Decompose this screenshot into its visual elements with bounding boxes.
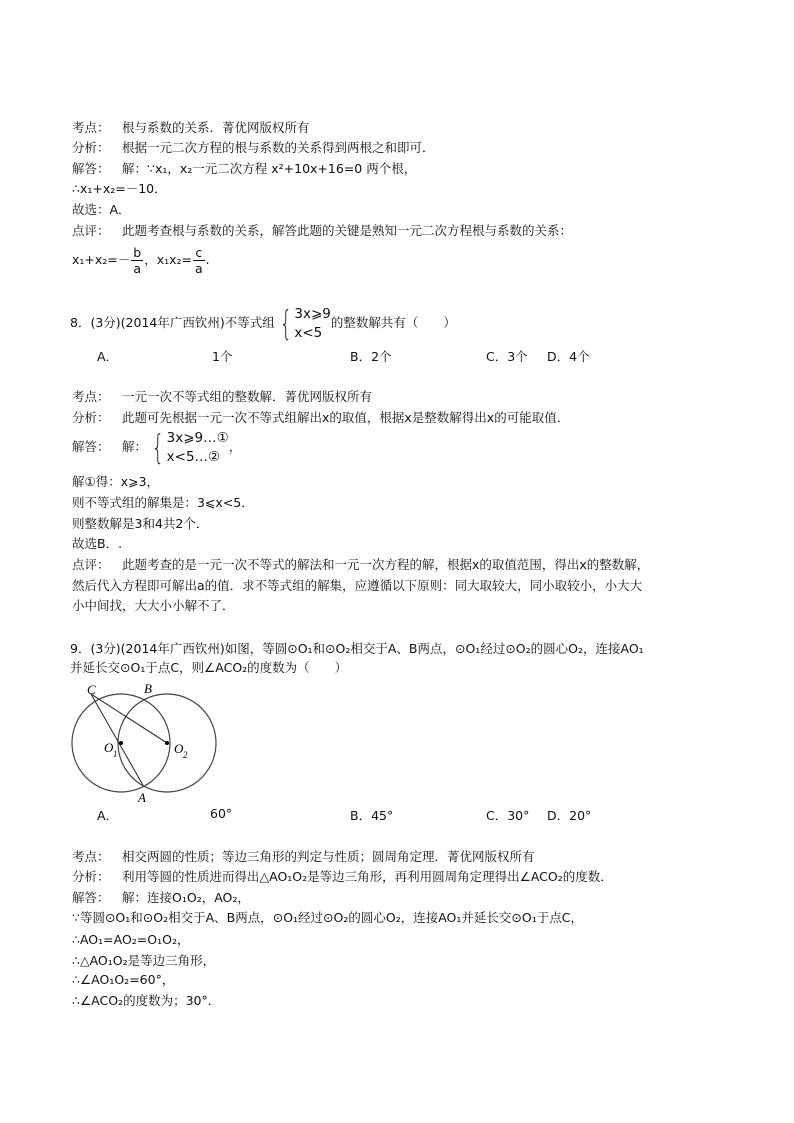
q9-option-d: D．20° [547,808,592,823]
segment-co2 [91,694,167,743]
q7-answer: 故选：A． [72,202,131,217]
q8-kaodian [72,388,372,406]
label: 解答： [72,161,110,176]
brace-icon: { [279,303,293,344]
label-c: C [87,682,96,697]
label-b: B [144,681,152,696]
q8-dianping-2: 然后代入方程即可解出a的值．求不等式组的解集，应遵循以下原则：同大取较大，同小取较小，小大大 [72,578,643,593]
stem-text: 的整数解共有（ ） [330,315,456,330]
label: 解答： [72,439,110,454]
q9-option-a: A． [97,808,119,823]
q9-step5: ∴∠ACO₂的度数为；30°． [72,993,221,1008]
text: 此题可先根据一元一次不等式组解出x的取值，根据x是整数解得出x的可能取值． [122,410,570,425]
label-o2-sub: 2 [183,750,188,760]
q7-step1: ∴x₁+x₂=－10． [72,181,167,196]
q8-fenxi [72,409,569,427]
q8-dianping [72,556,649,574]
denominator: a [133,261,142,276]
sys-row: 3x⩾9 [294,305,331,322]
text: 此题考查的是一元一次不等式的解法和一元一次方程的解，根据x的取值范围，得出x的整数解， [122,557,650,572]
label: 考点： [72,389,110,404]
q7-dianping [72,222,572,240]
q8-dianping-3: 小中间找，大大小小解不了． [72,598,235,613]
sys-row: x<5 [294,324,323,341]
text: 一元一次不等式组的整数解．菁优网版权所有 [122,389,373,404]
label: 点评： [72,223,110,238]
text: 相交两圆的性质；等边三角形的判定与性质；圆周角定理．菁优网版权所有 [122,849,535,864]
label-o1-sub: 1 [113,749,118,759]
q9-stem-2: 并延长交⊙O₁于点C，则∠ACO₂的度数为（ ） [70,660,348,675]
numerator: c [193,245,205,261]
label: 解答： [72,890,110,905]
brace-icon: { [151,427,165,468]
label-o1: O [104,740,114,755]
segment-ca [91,694,144,787]
q9-stem-1: 9．(3分)(2014年广西钦州)如图，等圆⊙O₁和⊙O₂相交于A、B两点，⊙O₁经过⊙O₂的圆心O₂，连接AO₁ [70,641,644,656]
q8-option-b: B．2个 [350,349,392,364]
formula-part: ，x₁x₂= [144,252,192,267]
label: 考点： [72,849,110,864]
point-o1 [119,741,123,745]
label-o2: O [174,741,184,756]
q7-formula [72,245,210,276]
text: 解： [122,439,148,454]
q8-option-a-value: 1个 [212,349,233,364]
denominator: a [195,261,203,276]
inequality-system [275,305,331,343]
q8-step1: 解①得：x⩾3， [72,474,160,489]
point-o2 [165,741,169,745]
q8-stem [70,303,456,343]
q8-answer: 故选B．. [72,536,123,551]
q8-option-c: C．3个 [486,349,528,364]
q8-option-a: A． [97,349,119,364]
formula-part: x₁+x₂=－ [72,252,131,267]
text: 根与系数的关系．菁优网版权所有 [122,120,310,135]
text: 解：∵x₁，x₂一元二次方程 x²+10x+16=0 两个根， [122,161,417,176]
label-a: A [138,790,146,805]
text: 此题考查根与系数的关系，解答此题的关键是熟知一元二次方程根与系数的关系： [122,223,573,238]
sys-row: x<5…② [166,448,221,465]
q9-jieda [72,889,250,907]
q9-kaodian [72,848,535,866]
q9-option-b: B．45° [350,808,394,823]
q8-jieda [72,427,241,467]
label: 分析： [72,140,110,155]
label: 分析： [72,869,110,884]
q7-fenxi [72,139,435,157]
text: 解：连接O₁O₂，AO₂， [122,890,250,905]
text: ， [228,439,242,454]
two-circles-figure [66,680,226,805]
q9-step3: ∴△AO₁O₂是等边三角形， [72,953,216,968]
fraction-b-over-a [131,245,143,276]
q8-step3: 则整数解是3和4共2个． [72,516,209,531]
formula-part: . [205,252,210,267]
fraction-c-over-a [193,245,205,276]
q9-step2: ∴AO₁=AO₂=O₁O₂， [72,932,190,947]
q8-option-d: D．4个 [547,349,590,364]
q9-option-a-value: 60° [210,806,233,821]
q8-step2: 则不等式组的解集是：3⩽x<5． [72,495,254,510]
q9-option-c: C．30° [486,808,530,823]
label: 分析： [72,410,110,425]
text: 利用等圆的性质进而得出△AO₁O₂是等边三角形，再利用圆周角定理得出∠ACO₂的度数． [122,869,613,884]
stem-text: 8．(3分)(2014年广西钦州)不等式组 [70,315,275,330]
label: 点评： [72,557,110,572]
q9-step4: ∴∠AO₁O₂=60°， [72,972,175,987]
numerator: b [133,245,142,260]
q9-step1: ∵等圆⊙O₁和⊙O₂相交于A、B两点，⊙O₁经过⊙O₂的圆心O₂，连接AO₁并延长交⊙O₁于点C， [72,910,583,925]
q9-fenxi [72,868,613,886]
text: 根据一元二次方程的根与系数的关系得到两根之和即可． [122,140,435,155]
q7-kaodian [72,119,310,137]
label: 考点： [72,120,110,135]
inequality-system [147,429,229,467]
sys-row: 3x⩾9…① [166,429,229,446]
q7-jieda [72,160,416,178]
